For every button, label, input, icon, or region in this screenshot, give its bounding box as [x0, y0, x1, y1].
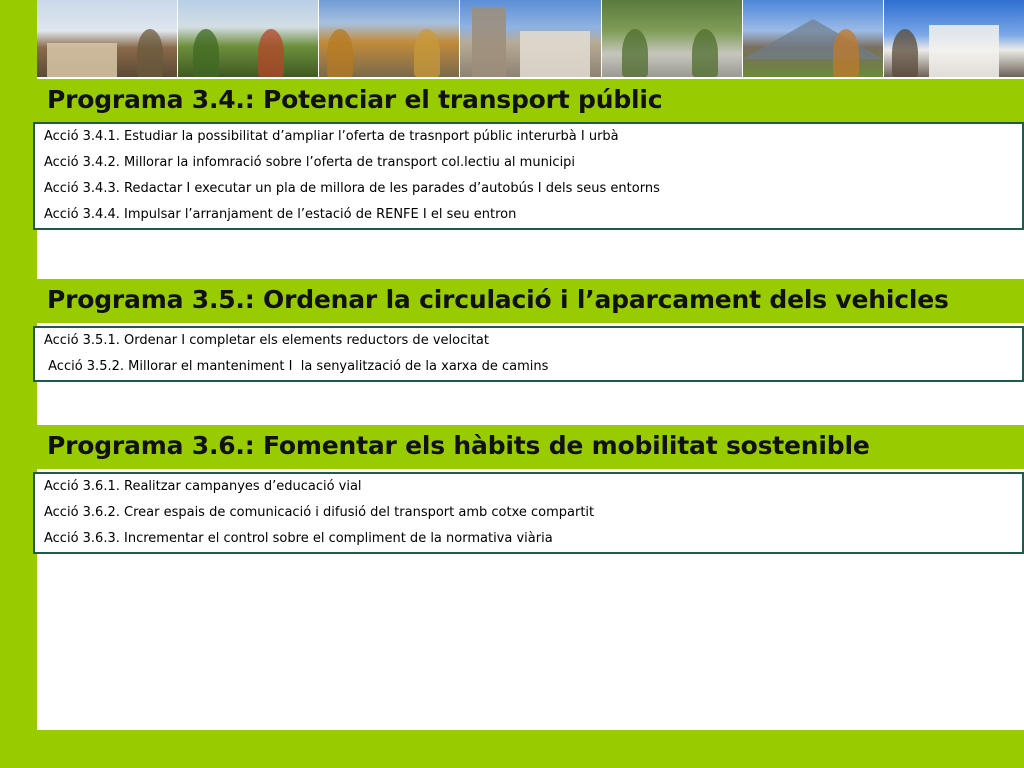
program-3-6-header [37, 425, 1024, 469]
program-3-6-title: Programa 3.6.: Fomentar els hàbits de mobilitat sostenible [47, 431, 870, 460]
action-3-4-2: Acció 3.4.2. Millorar la infomració sobre l’oferta de transport col.lectiu al municipi [44, 155, 576, 170]
action-3-4-3: Acció 3.4.3. Redactar I executar un pla de millora de les parades d’autobús I dels seus entorns [44, 181, 660, 196]
action-3-4-1: Acció 3.4.1. Estudiar la possibilitat d’ampliar l’oferta de trasnport públic interurbà I urbà [44, 129, 619, 144]
program-3-4-title: Programa 3.4.: Potenciar el transport públic [47, 85, 663, 114]
action-3-5-1: Acció 3.5.1. Ordenar I completar els elements reductors de velocitat [44, 333, 489, 348]
mountain-view-photo [743, 0, 884, 77]
program-3-4-actions [33, 122, 1024, 230]
white-chapel-photo [884, 0, 1024, 77]
action-3-6-1: Acció 3.6.1. Realitzar campanyes d’educació vial [44, 479, 362, 494]
program-3-5-title: Programa 3.5.: Ordenar la circulació i l’aparcament dels vehicles [47, 285, 949, 314]
photo-banner [37, 0, 1024, 77]
action-3-6-3: Acció 3.6.3. Incrementar el control sobre el compliment de la normativa viària [44, 531, 553, 546]
town-hall-photo [37, 0, 178, 77]
church-photo [460, 0, 601, 77]
action-3-5-2: Acció 3.5.2. Millorar el manteniment I la senyalització de la xarxa de camins [44, 359, 549, 374]
program-3-6-actions [33, 472, 1024, 554]
park-photo [178, 0, 319, 77]
promenade-photo [602, 0, 743, 77]
action-3-6-2: Acció 3.6.2. Crear espais de comunicació i difusió del transport amb cotxe compartit [44, 505, 595, 520]
program-3-4-header [37, 79, 1024, 123]
program-3-5-actions [33, 326, 1024, 382]
program-3-5-header [37, 279, 1024, 323]
action-3-4-4: Acció 3.4.4. Impulsar l’arranjament de l’estació de RENFE I el seu entron [44, 207, 517, 222]
avenue-photo [319, 0, 460, 77]
